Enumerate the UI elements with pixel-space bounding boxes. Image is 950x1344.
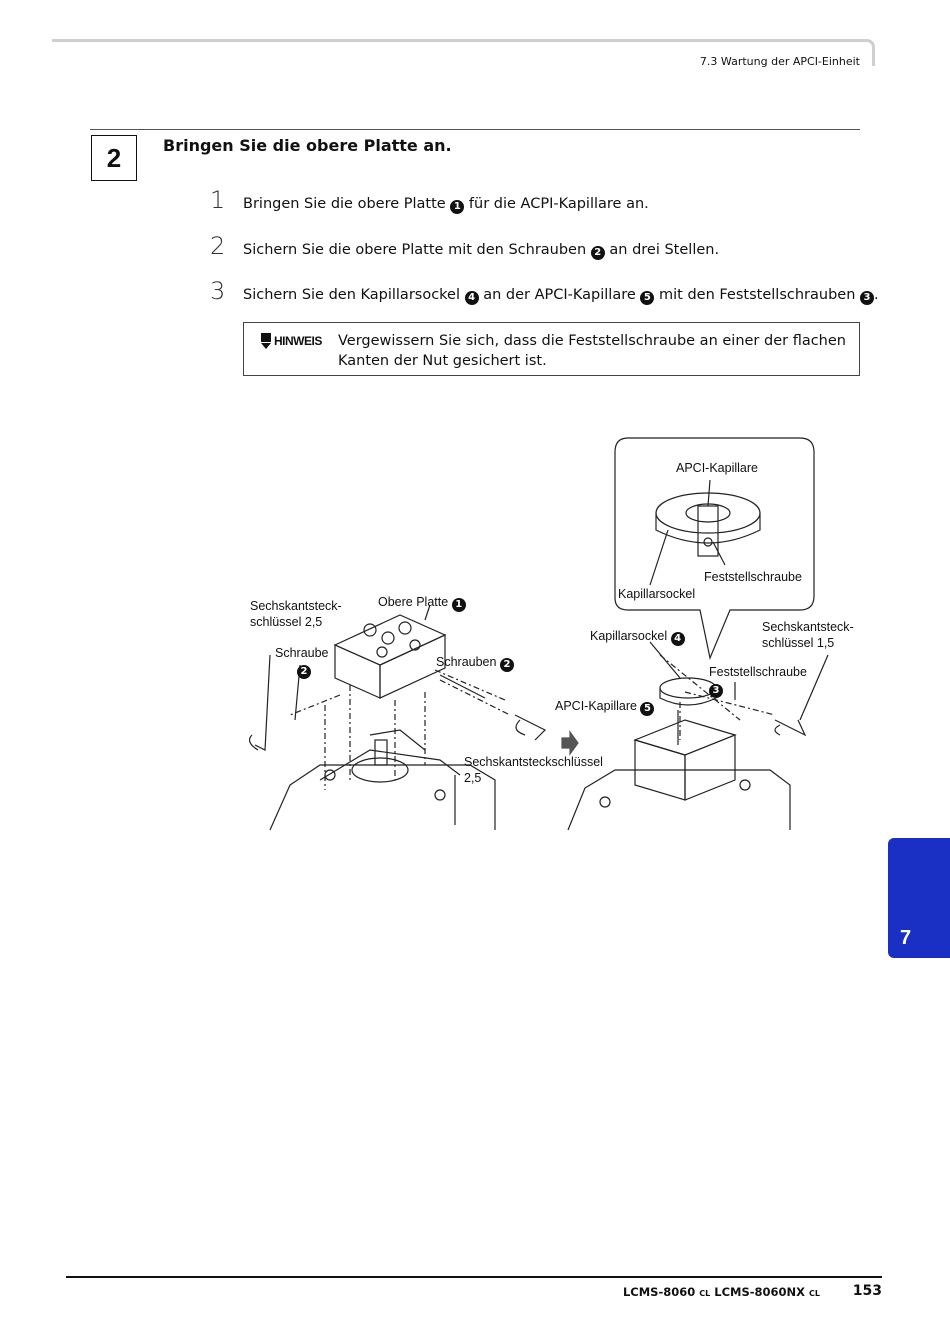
substep-number: 2 [210, 232, 226, 260]
substep-number: 3 [210, 277, 226, 305]
marker-4: 4 [465, 291, 479, 305]
note-box [243, 322, 860, 376]
marker-2: 2 [297, 665, 311, 679]
marker-4: 4 [671, 632, 685, 646]
step-divider [90, 129, 860, 130]
inset-socket-label: Kapillarsockel [618, 587, 696, 601]
upper-plate-label: Obere Platte 1 [378, 594, 466, 612]
left-housing-drawing [270, 730, 495, 830]
chapter-tab: 7 [888, 838, 950, 958]
hex-wrench-left [250, 655, 270, 750]
capillary-label: APCI-Kapillare 5 [555, 698, 654, 716]
step-number-box: 2 [91, 135, 137, 181]
wrench-bottom-label: Sechskantsteckschlüssel 2,5 [464, 755, 603, 785]
substep-2 [210, 232, 719, 260]
note-text: Vergewissern Sie sich, dass die Feststellschraube an einer der flachen Kanten der Nut gesichert ist. [338, 333, 846, 369]
setscrew-label: Feststellschraube 3 [709, 665, 807, 696]
pencil-icon [260, 333, 272, 349]
footer-rule [66, 1276, 882, 1278]
page-number: 153 [852, 1283, 882, 1299]
substep-3 [210, 277, 879, 305]
inset-setscrew-label: Feststellschraube [704, 570, 802, 584]
wrench-25-label: Sechskantsteck- schlüssel 2,5 [250, 599, 342, 629]
step-title: Bringen Sie die obere Platte an. [163, 136, 452, 155]
marker-2: 2 [500, 658, 514, 672]
hex-wrench-right [775, 720, 805, 735]
note-label: HINWEIS [260, 333, 322, 349]
footer-model: LCMS-8060 CL LCMS-8060NX CL [622, 1285, 820, 1299]
substep-text: Sichern Sie den Kapillarsockel 4 an der APCI-Kapillare 5 mit den Feststellschrauben 3 . [243, 287, 879, 303]
marker-2: 2 [591, 246, 605, 260]
substep-1 [210, 186, 649, 214]
marker-3: 3 [860, 291, 874, 305]
socket-label: Kapillarsockel 4 [590, 628, 685, 646]
wrench-15-label: Sechskantsteck- schlüssel 1,5 [762, 620, 854, 650]
screws-label: Schrauben 2 [436, 654, 514, 672]
arrow-icon [562, 732, 578, 754]
marker-5: 5 [640, 291, 654, 305]
substep-text: Sichern Sie die obere Platte mit den Schrauben 2 an drei Stellen. [243, 242, 720, 258]
section-reference: 7.3 Wartung der APCI-Einheit [699, 55, 860, 68]
inset-capillary-label: APCI-Kapillare [676, 461, 758, 475]
substep-number: 1 [210, 186, 226, 214]
screw-label: Schraube 2 [275, 646, 329, 677]
marker-5: 5 [640, 702, 654, 716]
substep-text: Bringen Sie die obere Platte 1 für die ACPI-Kapillare an. [243, 196, 649, 212]
marker-3: 3 [709, 684, 723, 698]
hex-wrench-bottom [515, 715, 545, 740]
marker-1: 1 [450, 200, 464, 214]
marker-1: 1 [452, 598, 466, 612]
upper-plate-drawing [335, 615, 445, 698]
